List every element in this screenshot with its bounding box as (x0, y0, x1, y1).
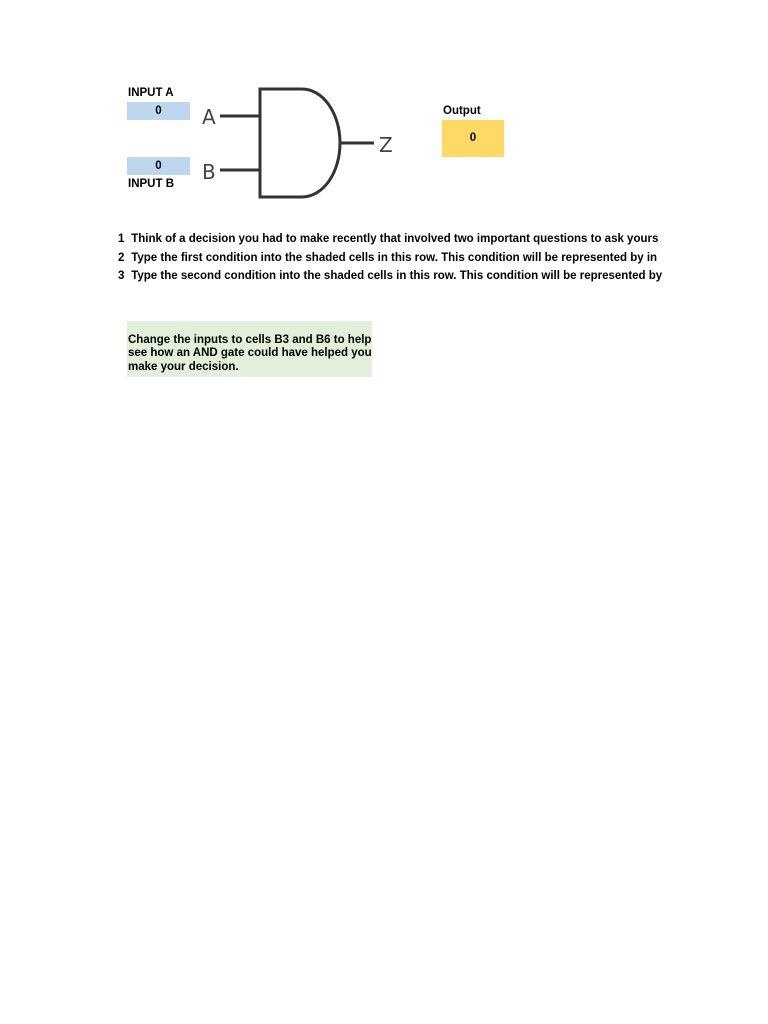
input-b-title: INPUT B (128, 178, 174, 190)
pin-z-label: Z (379, 133, 393, 157)
instruction-row[interactable] (118, 267, 693, 286)
input-a-title: INPUT A (128, 87, 174, 99)
and-gate-diagram (192, 82, 402, 204)
instruction-row[interactable] (118, 249, 693, 268)
instruction-number: 1 (118, 233, 125, 245)
input-a-cell[interactable]: 0 (127, 102, 190, 120)
input-b-cell[interactable]: 0 (127, 157, 190, 175)
pin-b-label: B (202, 160, 216, 184)
output-title: Output (443, 105, 481, 117)
pin-a-label: A (202, 105, 216, 129)
instruction-text: Type the second condition into the shaded cells in this row. This condition will be represented by (131, 270, 663, 282)
instruction-note: Change the inputs to cells B3 and B6 to help see how an AND gate could have helped you make your decision. (127, 321, 372, 377)
instruction-number: 3 (118, 270, 125, 282)
instruction-text: Type the first condition into the shaded cells in this row. This condition will be represented by in (131, 251, 658, 264)
instruction-text: Think of a decision you had to make recently that involved two important questions to ask yours (131, 233, 659, 245)
and-gate-body (260, 89, 340, 197)
instruction-list (118, 230, 693, 286)
instruction-number: 2 (118, 251, 125, 264)
instruction-row[interactable] (118, 230, 693, 249)
output-cell[interactable]: 0 (442, 120, 504, 157)
